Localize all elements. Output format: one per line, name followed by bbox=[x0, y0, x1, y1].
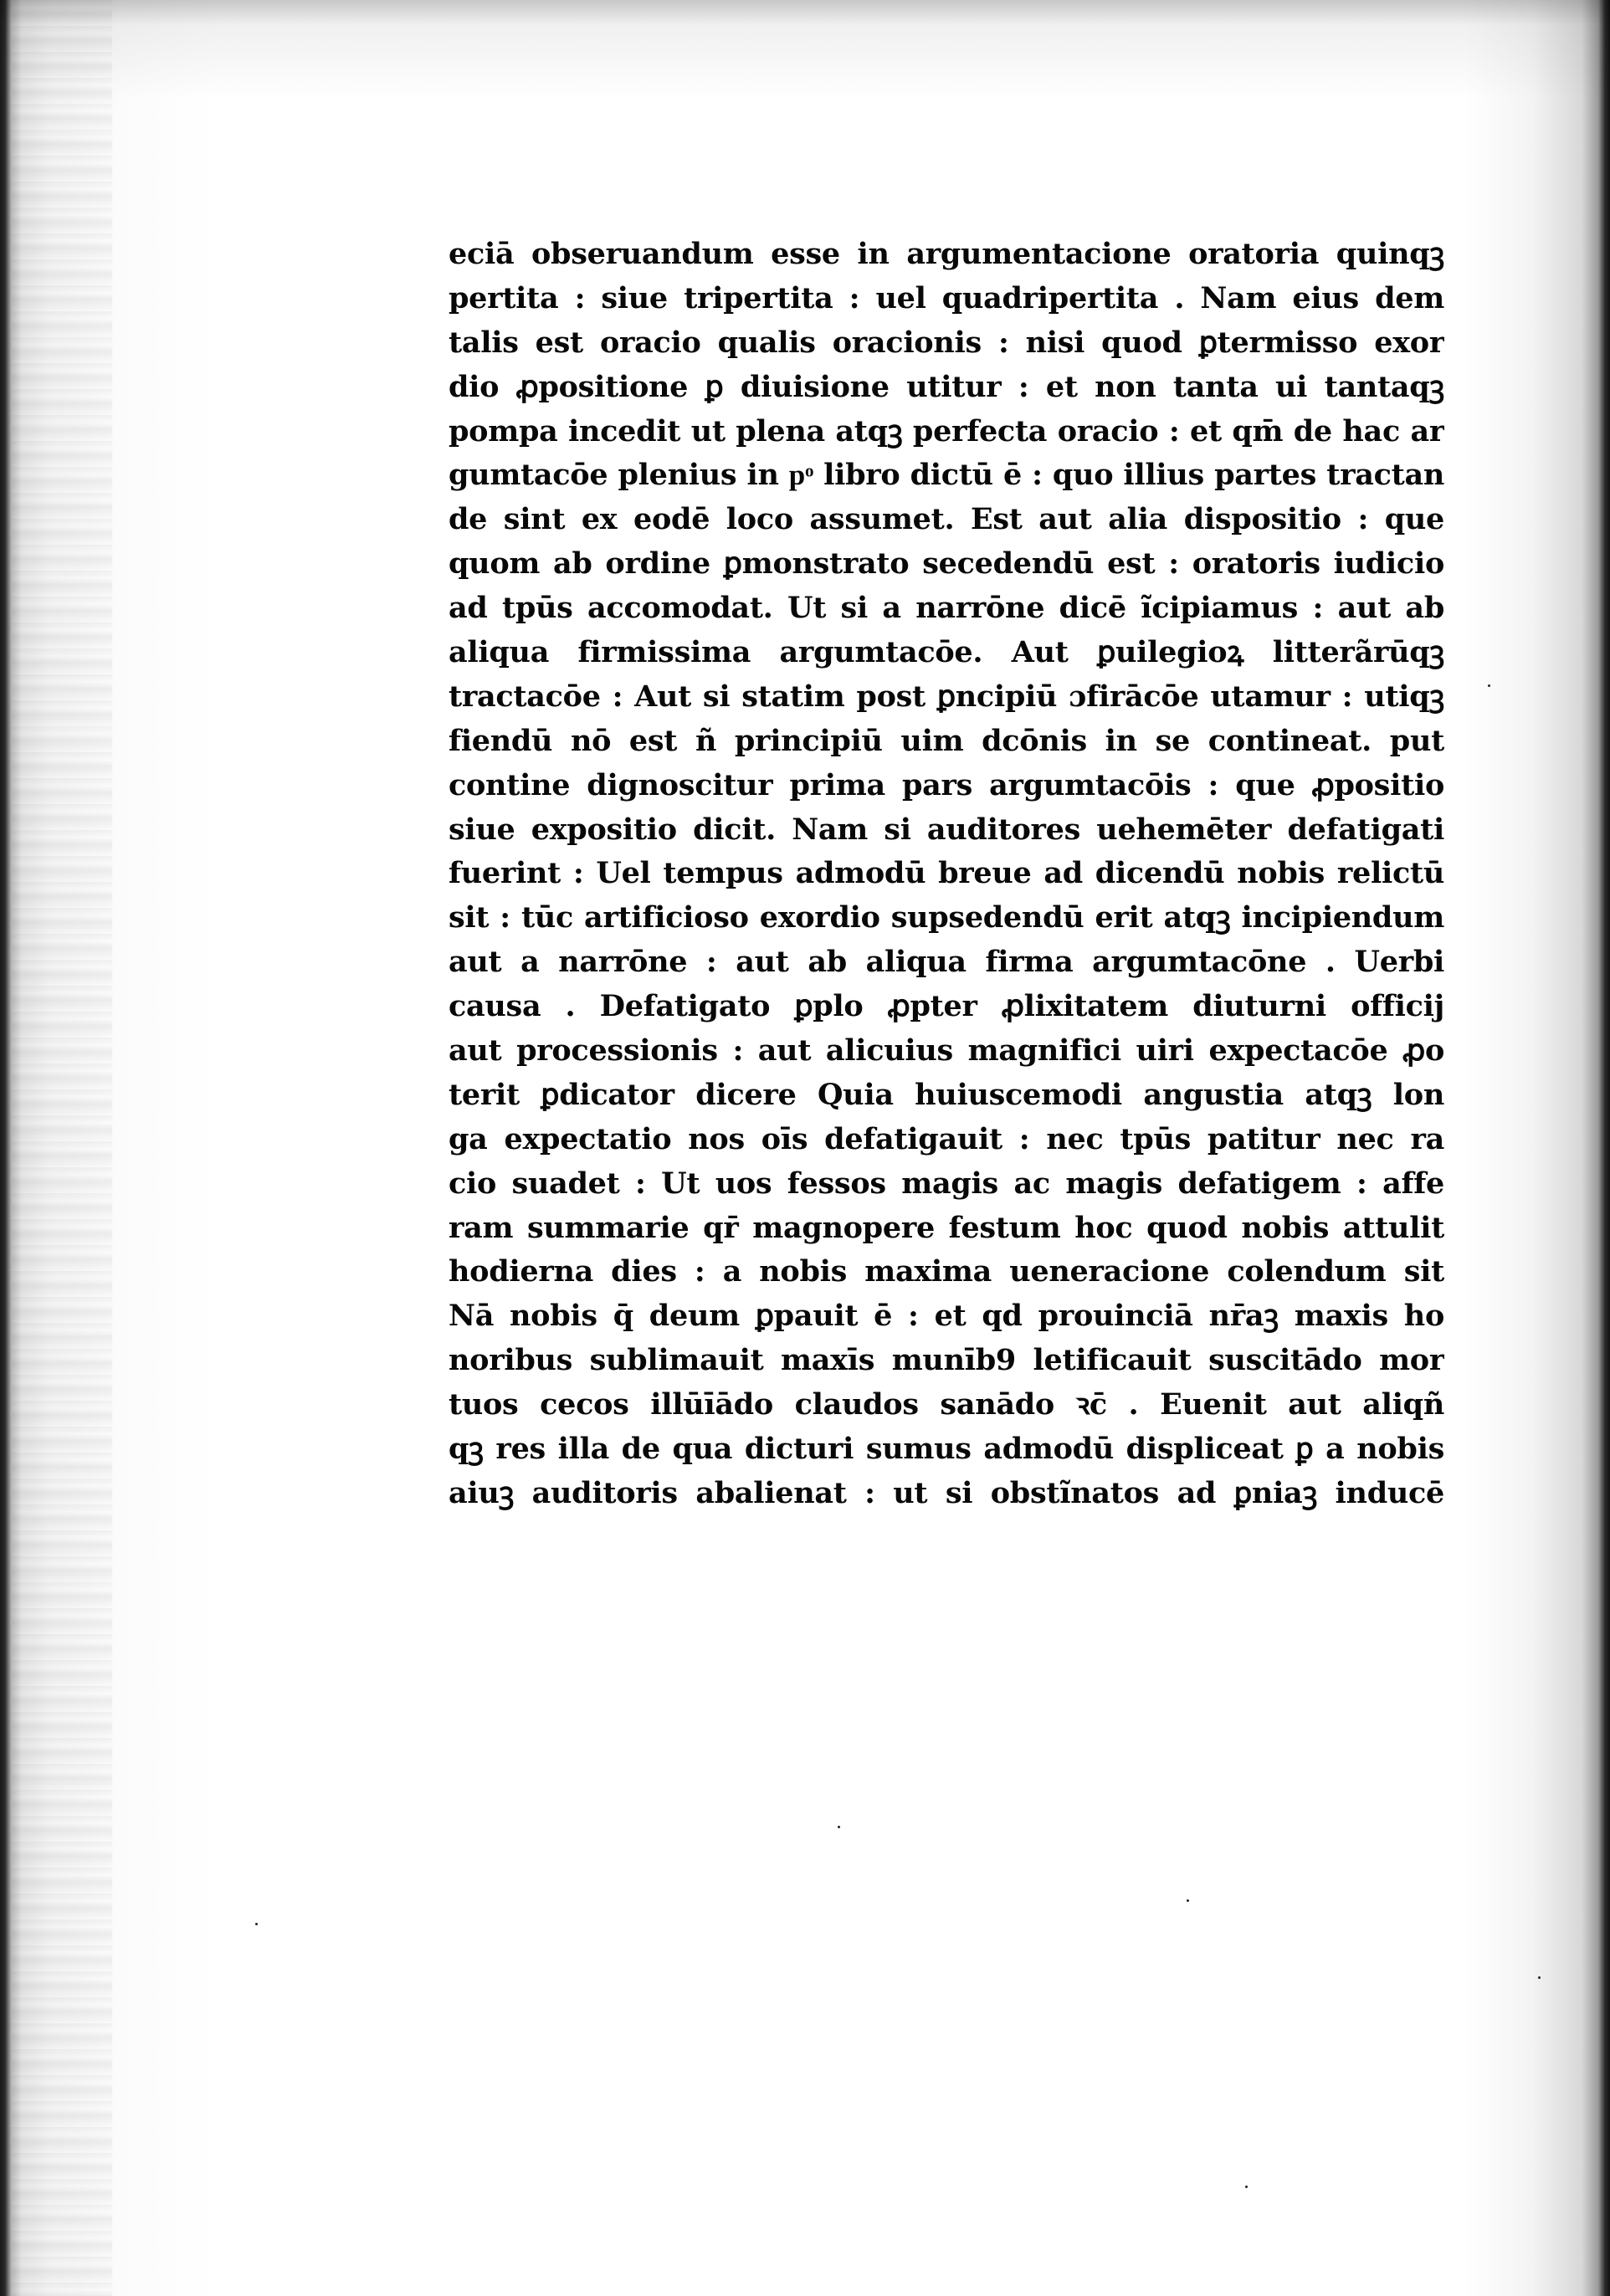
ink-speck bbox=[1187, 1899, 1189, 1902]
text-line-19: aut processionis : aut alicuius magnifici uiri expectacōe ꝓo bbox=[449, 1033, 1444, 1069]
ink-speck bbox=[255, 1923, 258, 1925]
text-line-28: qꝫ res illa de qua dicturi sumus admodū displiceat ꝑ a nobis bbox=[449, 1432, 1444, 1467]
body-text bbox=[449, 233, 1453, 1516]
text-line-15: fuerint : Uel tempus admodū breue ad dicendū nobis relictū bbox=[449, 856, 1444, 891]
text-line-7: de sint ex eodē loco assumet. Est aut alia dispositio : que bbox=[449, 502, 1444, 537]
text-line-29: aiuꝫ auditoris abalienat : ut si obstĩnatos ad ꝑniaꝫ inducē bbox=[449, 1475, 1444, 1510]
ink-speck bbox=[1245, 2186, 1248, 2188]
text-line-10: aliqua firmissima argumtacōe. Aut ꝑuilegioꝝ litterãrūqꝫ bbox=[449, 635, 1444, 670]
text-line-17: aut a narrōne : aut ab aliqua firma argumtacōne . Uerbi bbox=[449, 945, 1444, 980]
ink-speck bbox=[838, 1826, 840, 1828]
text-line-12: fiendū nō est ñ principiū uim dcōnis in se contineat. put bbox=[449, 723, 1444, 758]
text-line-3: talis est oracio qualis oracionis : nisi quod ꝑtermisso exor bbox=[449, 325, 1444, 360]
text-line-5: pompa incedit ut plena atqꝫ perfecta oracio : et qm̄ de hac ar bbox=[449, 413, 1444, 448]
text-line-27: tuos cecos illūīādo claudos sanādo ꝛc̄ . Euenit aut aliqñ bbox=[449, 1387, 1444, 1422]
text-line-21: ga expectatio nos oīs defatigauit : nec tpūs patitur nec ra bbox=[449, 1121, 1444, 1156]
text-line-16: sit : tūc artificioso exordio supsedendū erit atqꝫ incipiendum bbox=[449, 900, 1444, 935]
text-line-23: ram summarie qr̄ magnopere festum hoc quod nobis attulit bbox=[449, 1210, 1444, 1245]
text-line-9: ad tpūs accomodat. Ut si a narrōne dicē ĩcipiamus : aut ab bbox=[449, 591, 1444, 626]
text-line-13: contine dignoscitur prima pars argumtacōis : que ꝓpositio bbox=[449, 767, 1444, 802]
text-line-18: causa . Defatigato ꝑplo ꝓpter ꝓlixitatem diuturni officij bbox=[449, 989, 1444, 1024]
text-line-24: hodierna dies : a nobis maxima ueneracione colendum sit bbox=[449, 1254, 1444, 1289]
text-line-26: noribus sublimauit maxīs munīb9 letificauit suscitādo mor bbox=[449, 1343, 1444, 1378]
scan-gutter-shadow bbox=[12, 0, 112, 2296]
ink-speck bbox=[1538, 1976, 1541, 1979]
text-line-20: terit ꝑdicator dicere Quia huiuscemodi angustia atqꝫ lon bbox=[449, 1077, 1444, 1112]
text-line-2: pertita : siue tripertita : uel quadripertita . Nam eius dem bbox=[449, 280, 1444, 315]
text-line-25: Nā nobis q̄ deum ꝑpauit ē : et qd prouinciā nr̄aꝫ maxis ho bbox=[449, 1299, 1444, 1334]
text-line-8: quom ab ordine ꝑmonstrato secedendū est : oratoris iudicio bbox=[449, 546, 1444, 582]
text-line-22: cio suadet : Ut uos fessos magis ac magis defatigem : affe bbox=[449, 1166, 1444, 1201]
text-line-11: tractacōe : Aut si statim post ꝑncipiū ɔfirācōe utamur : utiqꝫ bbox=[449, 679, 1444, 714]
text-line-14: siue expositio dicit. Nam si auditores uehemēter defatigati bbox=[449, 812, 1444, 847]
text-line-4: dio ꝓpositione ꝑ diuisione utitur : et non tanta ui tantaqꝫ bbox=[449, 369, 1444, 404]
ink-speck bbox=[1488, 684, 1490, 687]
text-line-6: gumtacōe plenius in pͦ libro dictū ē : quo illius partes tractan bbox=[449, 458, 1444, 493]
text-line-1: eciā obseruandum esse in argumentacione oratoria quinqꝫ bbox=[449, 237, 1444, 271]
